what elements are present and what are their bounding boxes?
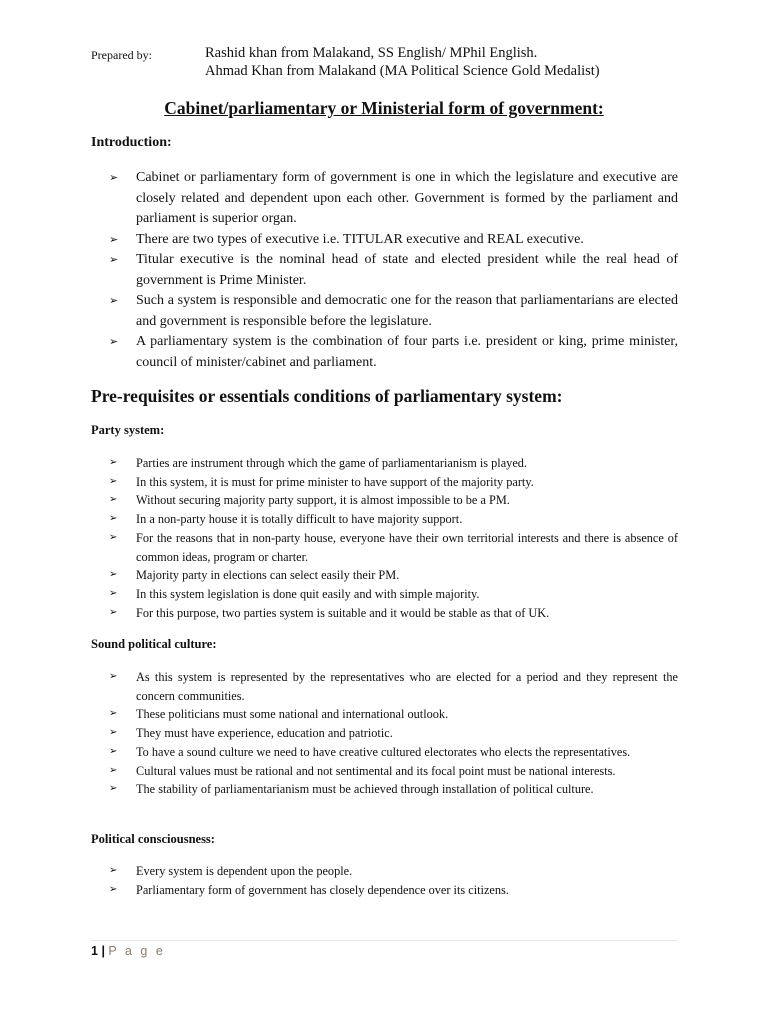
arrow-bullet-icon: ➢ — [109, 531, 118, 543]
list-item-text: Without securing majority party support, it is almost impossible to be a PM. — [136, 493, 510, 508]
list-item — [109, 762, 678, 781]
list-item — [109, 724, 678, 743]
list-item — [109, 332, 678, 373]
political-consciousness-list — [109, 862, 678, 899]
arrow-bullet-icon: ➢ — [109, 232, 119, 246]
list-item — [109, 529, 678, 566]
political-culture-heading: Sound political culture: — [91, 637, 217, 651]
page-word: P a g e — [108, 944, 166, 958]
arrow-bullet-icon: ➢ — [109, 745, 118, 757]
list-item-text: Titular executive is the nominal head of state and elected president while the real head of government is Prime Minister. — [136, 252, 678, 288]
list-item — [109, 566, 678, 585]
list-item-text: A parliamentary system is the combination of four parts i.e. president or king, prime minister, council of minister/cabinet and parliament. — [136, 334, 678, 370]
list-item — [109, 491, 678, 510]
list-item — [109, 510, 678, 529]
list-item — [109, 454, 678, 473]
list-item — [109, 780, 678, 799]
political-consciousness-heading: Political consciousness: — [91, 832, 215, 846]
list-item-text: Parliamentary form of government has closely dependence over its citizens. — [136, 882, 509, 897]
list-item — [109, 473, 678, 492]
list-item-text: These politicians must some national and international outlook. — [136, 707, 449, 722]
list-item-text: In this system legislation is done quit easily and with simple majority. — [136, 586, 480, 601]
arrow-bullet-icon: ➢ — [109, 513, 118, 525]
arrow-bullet-icon: ➢ — [109, 727, 118, 739]
party-system-heading: Party system: — [91, 423, 165, 437]
list-item-text: Cabinet or parliamentary form of government is one in which the legislature and executive are closely related and dependent upon each other. Government is formed by the parliament and parliament is superior organ. — [136, 170, 678, 226]
list-item — [109, 168, 678, 230]
party-system-list — [109, 454, 678, 622]
list-item-text: Every system is dependent upon the people. — [136, 864, 353, 878]
page-number: 1 — [91, 944, 98, 958]
list-item-text: Cultural values must be rational and not sentimental and its focal point must be national interests. — [136, 763, 616, 778]
arrow-bullet-icon: ➢ — [109, 883, 118, 895]
arrow-bullet-icon: ➢ — [109, 494, 118, 506]
list-item — [109, 743, 678, 762]
author-line-1: Rashid khan from Malakand, SS English/ MPhil English. — [205, 45, 538, 61]
page-footer — [91, 944, 165, 958]
list-item-text: For this purpose, two parties system is suitable and it would be stable as that of UK. — [136, 605, 550, 620]
arrow-bullet-icon: ➢ — [109, 294, 119, 307]
arrow-bullet-icon: ➢ — [109, 457, 118, 468]
list-item — [109, 291, 678, 332]
arrow-bullet-icon: ➢ — [109, 708, 118, 720]
list-item — [109, 604, 678, 623]
list-item — [109, 705, 678, 724]
list-item-text: In a non-party house it is totally difficult to have majority support. — [136, 512, 463, 527]
list-item-text: As this system is represented by the representatives who are elected for a period and they represent the concern communities. — [136, 670, 678, 703]
arrow-bullet-icon: ➢ — [109, 587, 118, 599]
list-item-text: Such a system is responsible and democratic one for the reason that parliamentarians are elected and government is responsible before the legislature. — [136, 293, 678, 329]
list-item — [109, 230, 678, 251]
list-item-text: The stability of parliamentarianism must be achieved through installation of political culture. — [136, 782, 594, 797]
list-item-text: Majority party in elections can select easily their PM. — [136, 568, 400, 583]
arrow-bullet-icon: ➢ — [109, 335, 119, 348]
list-item-text: Parties are instrument through which the game of parliamentarianism is played. — [136, 456, 527, 470]
prerequisites-heading: Pre-requisites or essentials conditions of parliamentary system: — [91, 386, 563, 406]
list-item — [109, 668, 678, 705]
page-title: Cabinet/parliamentary or Ministerial form of government: — [164, 98, 604, 118]
arrow-bullet-icon: ➢ — [109, 171, 119, 184]
arrow-bullet-icon: ➢ — [109, 475, 118, 487]
list-item — [109, 250, 678, 291]
arrow-bullet-icon: ➢ — [109, 606, 118, 618]
list-item-text: There are two types of executive i.e. TITULAR executive and REAL executive. — [136, 231, 584, 247]
arrow-bullet-icon: ➢ — [109, 569, 118, 581]
footer-divider — [91, 940, 678, 941]
arrow-bullet-icon: ➢ — [109, 865, 118, 876]
list-item — [109, 881, 678, 900]
author-line-2: Ahmad Khan from Malakand (MA Political Science Gold Medalist) — [205, 63, 600, 79]
introduction-list — [109, 168, 678, 373]
list-item-text: They must have experience, education and patriotic. — [136, 726, 393, 741]
footer-separator: | — [101, 944, 105, 958]
list-item-text: To have a sound culture we need to have creative cultured electorates who elects the representatives. — [136, 744, 631, 759]
prepared-by-label: Prepared by: — [91, 48, 152, 62]
arrow-bullet-icon: ➢ — [109, 671, 118, 682]
arrow-bullet-icon: ➢ — [109, 783, 118, 795]
list-item — [109, 585, 678, 604]
political-culture-list — [109, 668, 678, 799]
list-item-text: For the reasons that in non-party house, everyone have their own territorial interests and there is absence of common ideas, program or charter. — [136, 530, 678, 564]
authors — [205, 44, 600, 80]
introduction-heading: Introduction: — [91, 135, 172, 150]
list-item-text: In this system, it is must for prime minister to have support of the majority party. — [136, 474, 534, 489]
arrow-bullet-icon: ➢ — [109, 764, 118, 776]
list-item — [109, 862, 678, 881]
arrow-bullet-icon: ➢ — [109, 253, 119, 266]
